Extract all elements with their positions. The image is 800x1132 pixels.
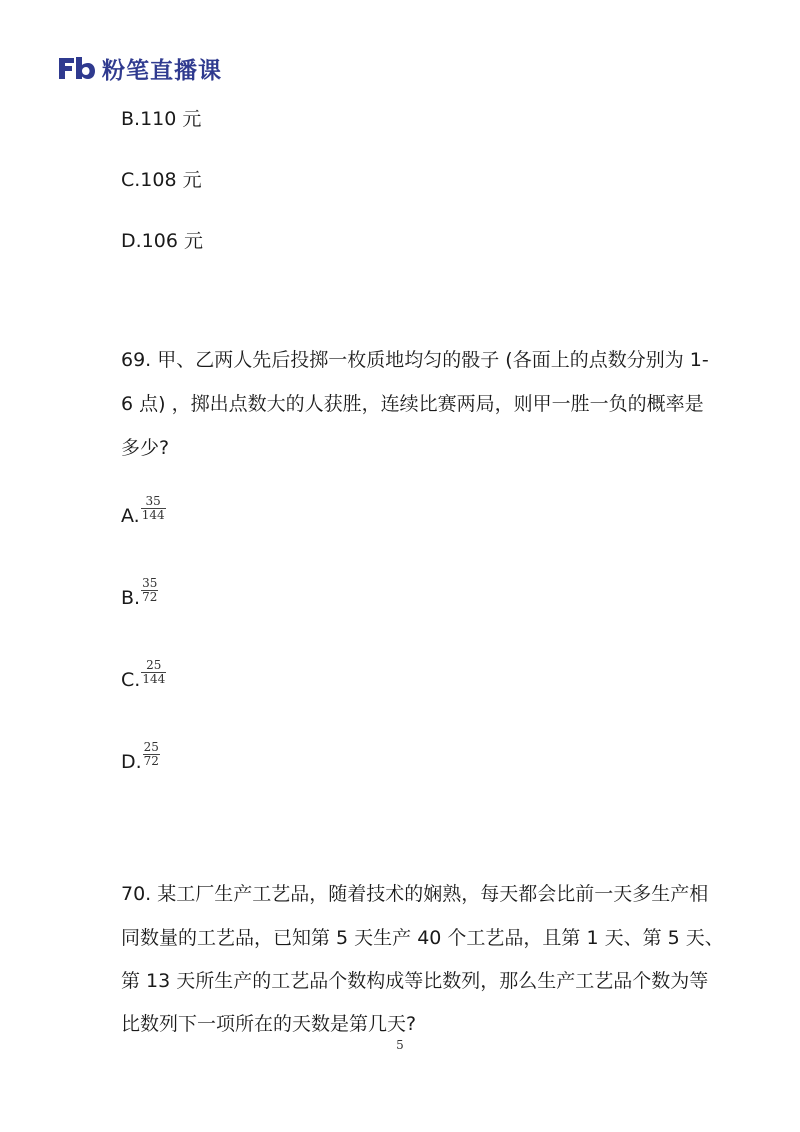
question-69-option-c	[121, 659, 166, 691]
question-69-option-b	[121, 577, 158, 609]
question-70-line-2: 同数量的工艺品，已知第 5 天生产 40 个工艺品，且第 1 天、第 5 天、	[121, 927, 724, 949]
fraction-numerator: 25	[146, 658, 162, 672]
previous-option-c: C.108 元	[121, 169, 202, 191]
fraction	[141, 495, 166, 522]
brand-logo	[56, 52, 222, 84]
fraction-numerator: 35	[142, 576, 158, 590]
option-label: B.	[121, 587, 141, 609]
option-label: D.	[121, 751, 142, 773]
page-number: 5	[396, 1038, 404, 1052]
question-69-line-1: 69. 甲、乙两人先后投掷一枚质地均匀的骰子 (各面上的点数分别为 1-	[121, 349, 709, 371]
fraction-denominator: 72	[143, 754, 159, 768]
fraction-denominator: 144	[141, 508, 165, 522]
fraction	[141, 659, 166, 686]
question-70-line-3: 第 13 天所生产的工艺品个数构成等比数列，那么生产工艺品个数为等	[121, 970, 709, 992]
fraction	[143, 741, 160, 768]
question-70-line-1: 70. 某工厂生产工艺品，随着技术的娴熟，每天都会比前一天多生产相	[121, 883, 709, 905]
fraction-denominator: 72	[142, 590, 158, 604]
question-69-option-d	[121, 741, 160, 773]
question-69-line-3: 多少?	[121, 437, 170, 459]
question-69-line-2: 6 点) ，掷出点数大的人获胜，连续比赛两局，则甲一胜一负的概率是	[121, 393, 704, 415]
option-label: A.	[121, 505, 140, 527]
fraction	[141, 577, 158, 604]
brand-name: 粉笔直播课	[102, 57, 222, 84]
option-label: C.	[121, 669, 141, 691]
fraction-numerator: 25	[143, 740, 159, 754]
question-69-option-a	[121, 495, 166, 527]
fraction-numerator: 35	[145, 494, 161, 508]
previous-option-d: D.106 元	[121, 230, 203, 252]
previous-option-b: B.110 元	[121, 108, 202, 130]
fraction-denominator: 144	[142, 672, 166, 686]
question-70-line-4: 比数列下一项所在的天数是第几天?	[121, 1013, 417, 1035]
fenbi-logo-icon	[56, 54, 96, 82]
